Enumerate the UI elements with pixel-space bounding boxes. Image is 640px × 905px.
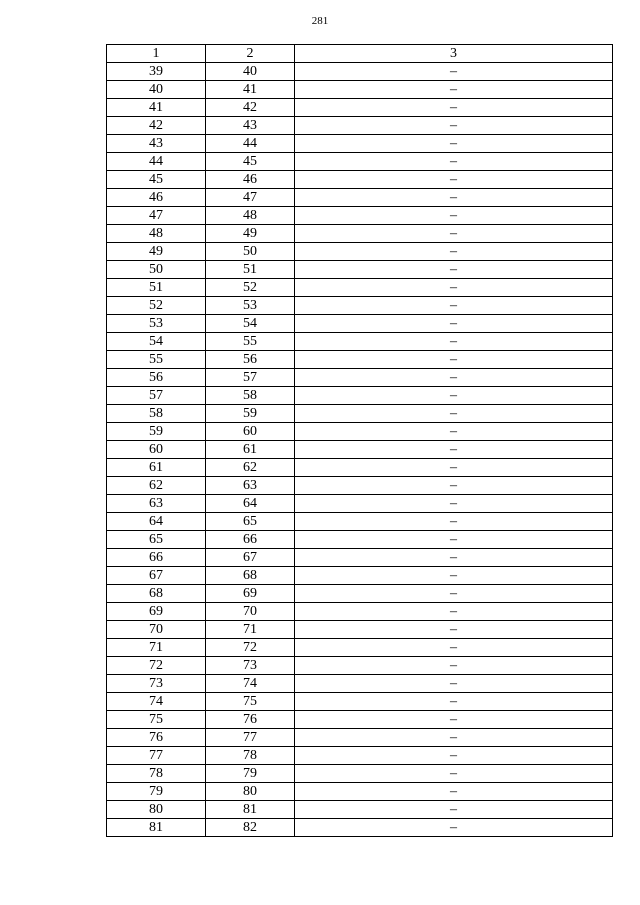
table-cell-col-3: – bbox=[295, 801, 613, 819]
table-cell-col-1: 68 bbox=[107, 585, 206, 603]
table-row bbox=[107, 459, 613, 477]
table-cell-col-2: 42 bbox=[206, 99, 295, 117]
table-cell-col-1: 47 bbox=[107, 207, 206, 225]
table-cell-col-3: – bbox=[295, 513, 613, 531]
table-cell-col-1: 63 bbox=[107, 495, 206, 513]
table-cell-col-1: 48 bbox=[107, 225, 206, 243]
table-row bbox=[107, 603, 613, 621]
table-cell-col-1: 75 bbox=[107, 711, 206, 729]
table-row bbox=[107, 747, 613, 765]
table-cell-col-1: 54 bbox=[107, 333, 206, 351]
table-cell-col-1: 58 bbox=[107, 405, 206, 423]
table-cell-col-2: 55 bbox=[206, 333, 295, 351]
table-cell-col-3: – bbox=[295, 369, 613, 387]
table-cell-col-3: – bbox=[295, 225, 613, 243]
table-cell-col-1: 70 bbox=[107, 621, 206, 639]
table-row bbox=[107, 261, 613, 279]
table-cell-col-2: 56 bbox=[206, 351, 295, 369]
table-cell-col-2: 50 bbox=[206, 243, 295, 261]
table-cell-col-2: 80 bbox=[206, 783, 295, 801]
table-cell-col-1: 46 bbox=[107, 189, 206, 207]
table-cell-col-2: 69 bbox=[206, 585, 295, 603]
table-cell-col-1: 55 bbox=[107, 351, 206, 369]
table-cell-col-1: 60 bbox=[107, 441, 206, 459]
table-cell-col-1: 43 bbox=[107, 135, 206, 153]
table-row bbox=[107, 171, 613, 189]
table-cell-col-2: 58 bbox=[206, 387, 295, 405]
table-cell-col-3: – bbox=[295, 297, 613, 315]
table-row bbox=[107, 549, 613, 567]
table-cell-col-1: 45 bbox=[107, 171, 206, 189]
table-cell-col-3: – bbox=[295, 81, 613, 99]
table-cell-col-1: 51 bbox=[107, 279, 206, 297]
table-row bbox=[107, 153, 613, 171]
table-cell-col-2: 78 bbox=[206, 747, 295, 765]
table-cell-col-3: – bbox=[295, 279, 613, 297]
table-cell-col-3: – bbox=[295, 351, 613, 369]
table-row bbox=[107, 675, 613, 693]
table-cell-col-3: – bbox=[295, 243, 613, 261]
table-cell-col-1: 57 bbox=[107, 387, 206, 405]
table-cell-col-1: 81 bbox=[107, 819, 206, 837]
table-cell-col-2: 54 bbox=[206, 315, 295, 333]
table-cell-col-2: 71 bbox=[206, 621, 295, 639]
table-cell-col-1: 62 bbox=[107, 477, 206, 495]
table-cell-col-3: – bbox=[295, 495, 613, 513]
table-cell-col-2: 73 bbox=[206, 657, 295, 675]
table-cell-col-2: 53 bbox=[206, 297, 295, 315]
table-cell-col-3: – bbox=[295, 153, 613, 171]
table-cell-col-2: 77 bbox=[206, 729, 295, 747]
table-cell-col-1: 67 bbox=[107, 567, 206, 585]
table-row bbox=[107, 711, 613, 729]
table-row bbox=[107, 405, 613, 423]
table-cell-col-1: 72 bbox=[107, 657, 206, 675]
table-cell-col-3: – bbox=[295, 567, 613, 585]
table-cell-col-3: – bbox=[295, 783, 613, 801]
table-cell-col-2: 41 bbox=[206, 81, 295, 99]
table-cell-col-2: 47 bbox=[206, 189, 295, 207]
table-cell-col-3: – bbox=[295, 315, 613, 333]
table-cell-col-3: – bbox=[295, 459, 613, 477]
table-cell-col-3: – bbox=[295, 171, 613, 189]
data-table bbox=[106, 44, 613, 837]
table-cell-col-1: 52 bbox=[107, 297, 206, 315]
table-row bbox=[107, 297, 613, 315]
table-cell-col-1: 41 bbox=[107, 99, 206, 117]
table-cell-col-2: 43 bbox=[206, 117, 295, 135]
table-cell-col-1: 56 bbox=[107, 369, 206, 387]
table-cell-col-3: – bbox=[295, 63, 613, 81]
table-row bbox=[107, 531, 613, 549]
table-cell-col-3: – bbox=[295, 621, 613, 639]
column-header-2: 2 bbox=[206, 45, 295, 63]
table-cell-col-2: 49 bbox=[206, 225, 295, 243]
table-cell-col-2: 51 bbox=[206, 261, 295, 279]
table-cell-col-2: 64 bbox=[206, 495, 295, 513]
table-row bbox=[107, 135, 613, 153]
table-cell-col-2: 65 bbox=[206, 513, 295, 531]
table-row bbox=[107, 243, 613, 261]
table-row bbox=[107, 657, 613, 675]
table-cell-col-2: 46 bbox=[206, 171, 295, 189]
table-cell-col-1: 80 bbox=[107, 801, 206, 819]
table-cell-col-2: 59 bbox=[206, 405, 295, 423]
table-row bbox=[107, 729, 613, 747]
table-cell-col-1: 66 bbox=[107, 549, 206, 567]
table-cell-col-3: – bbox=[295, 387, 613, 405]
table-row bbox=[107, 225, 613, 243]
table-cell-col-1: 53 bbox=[107, 315, 206, 333]
table-cell-col-3: – bbox=[295, 585, 613, 603]
table-row bbox=[107, 819, 613, 837]
table-row bbox=[107, 639, 613, 657]
table-cell-col-3: – bbox=[295, 711, 613, 729]
table-cell-col-2: 48 bbox=[206, 207, 295, 225]
table-cell-col-2: 52 bbox=[206, 279, 295, 297]
table-cell-col-3: – bbox=[295, 99, 613, 117]
table-cell-col-3: – bbox=[295, 693, 613, 711]
table-cell-col-2: 79 bbox=[206, 765, 295, 783]
table-row bbox=[107, 117, 613, 135]
table-cell-col-3: – bbox=[295, 441, 613, 459]
table-header-row bbox=[107, 45, 613, 63]
table-cell-col-3: – bbox=[295, 477, 613, 495]
table-row bbox=[107, 333, 613, 351]
table-cell-col-2: 70 bbox=[206, 603, 295, 621]
table-cell-col-3: – bbox=[295, 819, 613, 837]
table-cell-col-2: 76 bbox=[206, 711, 295, 729]
table-row bbox=[107, 351, 613, 369]
table-cell-col-2: 67 bbox=[206, 549, 295, 567]
table-cell-col-3: – bbox=[295, 657, 613, 675]
table-cell-col-2: 72 bbox=[206, 639, 295, 657]
table-row bbox=[107, 801, 613, 819]
table-cell-col-1: 76 bbox=[107, 729, 206, 747]
table-row bbox=[107, 81, 613, 99]
table-cell-col-2: 75 bbox=[206, 693, 295, 711]
table-row bbox=[107, 189, 613, 207]
table-cell-col-3: – bbox=[295, 261, 613, 279]
table-cell-col-3: – bbox=[295, 531, 613, 549]
table-cell-col-1: 74 bbox=[107, 693, 206, 711]
table-cell-col-2: 60 bbox=[206, 423, 295, 441]
table-body bbox=[107, 63, 613, 837]
table-cell-col-2: 63 bbox=[206, 477, 295, 495]
table-cell-col-2: 62 bbox=[206, 459, 295, 477]
table-cell-col-3: – bbox=[295, 117, 613, 135]
table-cell-col-1: 65 bbox=[107, 531, 206, 549]
table-cell-col-3: – bbox=[295, 747, 613, 765]
table-cell-col-3: – bbox=[295, 333, 613, 351]
table-cell-col-1: 69 bbox=[107, 603, 206, 621]
table-cell-col-2: 68 bbox=[206, 567, 295, 585]
page-number: 281 bbox=[311, 15, 329, 27]
table-cell-col-2: 57 bbox=[206, 369, 295, 387]
table-cell-col-1: 44 bbox=[107, 153, 206, 171]
table-cell-col-1: 71 bbox=[107, 639, 206, 657]
table-cell-col-3: – bbox=[295, 765, 613, 783]
table-cell-col-2: 61 bbox=[206, 441, 295, 459]
table-cell-col-2: 44 bbox=[206, 135, 295, 153]
table-cell-col-2: 81 bbox=[206, 801, 295, 819]
table-row bbox=[107, 279, 613, 297]
table-cell-col-1: 39 bbox=[107, 63, 206, 81]
column-header-1: 1 bbox=[107, 45, 206, 63]
table-cell-col-1: 73 bbox=[107, 675, 206, 693]
table-cell-col-3: – bbox=[295, 423, 613, 441]
table-row bbox=[107, 423, 613, 441]
table-cell-col-3: – bbox=[295, 405, 613, 423]
table-cell-col-1: 77 bbox=[107, 747, 206, 765]
table-cell-col-2: 40 bbox=[206, 63, 295, 81]
table-cell-col-1: 64 bbox=[107, 513, 206, 531]
table-cell-col-1: 61 bbox=[107, 459, 206, 477]
table-cell-col-2: 45 bbox=[206, 153, 295, 171]
table-cell-col-3: – bbox=[295, 189, 613, 207]
table-row bbox=[107, 387, 613, 405]
table-row bbox=[107, 585, 613, 603]
table-cell-col-3: – bbox=[295, 207, 613, 225]
table-row bbox=[107, 63, 613, 81]
table-row bbox=[107, 441, 613, 459]
table-cell-col-1: 50 bbox=[107, 261, 206, 279]
table-row bbox=[107, 765, 613, 783]
table-cell-col-1: 40 bbox=[107, 81, 206, 99]
table-cell-col-3: – bbox=[295, 135, 613, 153]
table-cell-col-1: 79 bbox=[107, 783, 206, 801]
table-cell-col-3: – bbox=[295, 729, 613, 747]
table-row bbox=[107, 477, 613, 495]
table-cell-col-1: 59 bbox=[107, 423, 206, 441]
table-cell-col-2: 66 bbox=[206, 531, 295, 549]
table-cell-col-1: 78 bbox=[107, 765, 206, 783]
table-row bbox=[107, 567, 613, 585]
table-cell-col-3: – bbox=[295, 603, 613, 621]
table-row bbox=[107, 693, 613, 711]
table-row bbox=[107, 513, 613, 531]
table-row bbox=[107, 621, 613, 639]
table-row bbox=[107, 495, 613, 513]
table-cell-col-2: 74 bbox=[206, 675, 295, 693]
table-cell-col-3: – bbox=[295, 549, 613, 567]
table-row bbox=[107, 207, 613, 225]
table-cell-col-1: 42 bbox=[107, 117, 206, 135]
table-row bbox=[107, 369, 613, 387]
column-header-3: 3 bbox=[295, 45, 613, 63]
table-cell-col-1: 49 bbox=[107, 243, 206, 261]
table-cell-col-3: – bbox=[295, 675, 613, 693]
table-row bbox=[107, 315, 613, 333]
table-row bbox=[107, 783, 613, 801]
table-cell-col-3: – bbox=[295, 639, 613, 657]
table-row bbox=[107, 99, 613, 117]
table-cell-col-2: 82 bbox=[206, 819, 295, 837]
